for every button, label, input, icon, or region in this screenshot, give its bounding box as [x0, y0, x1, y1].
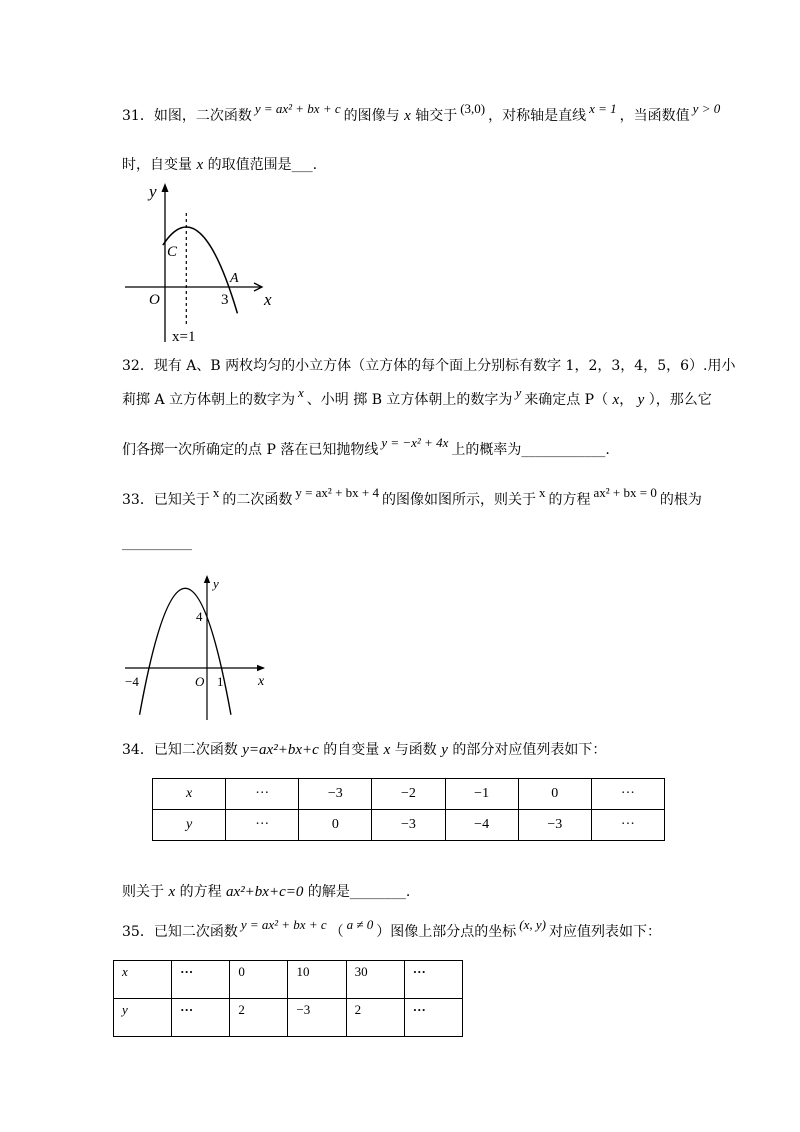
- math-expression: x: [612, 392, 620, 408]
- x-axis-arrow: [257, 665, 265, 671]
- q35-value-table: [113, 960, 463, 1037]
- table-cell: 10: [288, 961, 346, 999]
- text-run: 莉掷 A 立方体朝上的数字为: [122, 392, 296, 408]
- text-run: 的部分对应值列表如下：: [447, 742, 607, 758]
- text-run: ，对称轴是直线: [488, 108, 587, 124]
- math-expression: y = ax² + bx + c: [240, 917, 327, 932]
- math-expression: x: [212, 485, 220, 500]
- table-cell: −1: [445, 779, 518, 810]
- table-cell: ···: [172, 999, 230, 1037]
- table-cell: x: [153, 779, 226, 810]
- q31-line-1: [122, 101, 723, 127]
- math-expression: y > 0: [692, 101, 721, 116]
- text-run: ，: [619, 392, 638, 408]
- math-expression: y: [515, 385, 522, 400]
- table-row: [153, 779, 665, 810]
- math-expression: x: [196, 157, 204, 173]
- q32-line-1: [122, 355, 735, 377]
- math-expression: x: [168, 884, 176, 900]
- table-row: [114, 961, 463, 999]
- q33-line-1: [122, 485, 702, 511]
- table-cell: 0: [299, 810, 372, 841]
- text-run: 与函数: [390, 742, 442, 758]
- text-run: 对应值列表如下：: [548, 924, 661, 940]
- origin-label: O: [149, 292, 160, 308]
- text-run: 的二次函数: [222, 492, 293, 508]
- table-cell: ···: [404, 961, 462, 999]
- tick-label-x-neg4: −4: [125, 674, 139, 689]
- text-run: 的根为: [659, 492, 702, 508]
- text-run: 35．已知二次函数: [122, 924, 238, 940]
- text-run: 的取值范围是___.: [203, 157, 318, 173]
- q35-line-1: [122, 917, 661, 943]
- math-expression: y = ax² + bx + 4: [295, 485, 379, 500]
- point-a-label: A: [230, 271, 239, 286]
- table-cell: 0: [518, 779, 591, 810]
- text-run: ，当函数值: [619, 108, 690, 124]
- math-expression: x: [298, 385, 304, 400]
- y-axis-label: y: [213, 576, 219, 591]
- math-expression: y: [637, 392, 645, 408]
- table-cell: ···: [172, 961, 230, 999]
- text-run: 轴交于: [410, 108, 458, 124]
- q32-line-2: [122, 385, 712, 411]
- text-run: 的方程: [548, 492, 591, 508]
- table-cell: y: [114, 999, 172, 1037]
- tick-label-3: 3: [221, 292, 229, 308]
- table-cell: x: [114, 961, 172, 999]
- y-axis-label: y: [149, 182, 157, 201]
- math-expression: x: [539, 485, 546, 500]
- table-cell: ···: [591, 810, 664, 841]
- text-run: 32．现有 A、B 两枚均匀的小立方体（立方体的每个面上分别标有数字 1，2，3，4，5，6）.用小: [122, 358, 736, 374]
- table-cell: −4: [445, 810, 518, 841]
- table-cell: ···: [591, 779, 664, 810]
- math-expression: ax²+bx+c=0: [226, 884, 304, 900]
- table-cell: −3: [299, 779, 372, 810]
- text-run: 的解是________.: [303, 884, 411, 900]
- math-expression: y: [441, 742, 448, 758]
- table-cell: ···: [226, 779, 299, 810]
- table-cell: −2: [372, 779, 445, 810]
- table-cell: 2: [230, 999, 288, 1037]
- table-cell: 2: [346, 999, 404, 1037]
- origin-label: O: [195, 674, 205, 689]
- q33-parabola-figure: [120, 570, 280, 725]
- text-run: 的自变量: [318, 742, 384, 758]
- y-axis-arrow: [204, 575, 210, 583]
- math-expression: x: [383, 742, 391, 758]
- math-expression: x: [404, 108, 411, 124]
- text-run: __________: [122, 535, 192, 551]
- point-c-label: C: [167, 244, 178, 260]
- math-expression: a ≠ 0: [346, 917, 374, 932]
- q31-line-2: [122, 154, 317, 176]
- table-cell: −3: [288, 999, 346, 1037]
- math-expression: x = 1: [589, 101, 617, 116]
- symmetry-axis-label: x=1: [172, 329, 196, 345]
- text-run: （: [329, 924, 344, 940]
- q32-line-3: [122, 435, 610, 461]
- math-expression: ax² + bx = 0: [593, 485, 657, 500]
- x-axis-label: x: [258, 674, 265, 689]
- table-cell: −3: [518, 810, 591, 841]
- math-expression: (3,0): [460, 101, 486, 116]
- x-axis-label: x: [264, 290, 272, 309]
- table-cell: −3: [372, 810, 445, 841]
- tick-label-y-4: 4: [196, 609, 203, 624]
- text-run: ），那么它: [644, 392, 712, 408]
- table-cell: ···: [226, 810, 299, 841]
- table-row: [153, 810, 665, 841]
- text-run: 的方程: [175, 884, 227, 900]
- q31-parabola-figure: [120, 175, 280, 350]
- text-run: 时，自变量: [122, 157, 197, 173]
- q34-line-2: [122, 881, 410, 903]
- text-run: 的图像与: [343, 108, 405, 124]
- tick-label-x-1: 1: [217, 674, 224, 689]
- math-expression: y = −x² + 4x: [381, 435, 449, 450]
- parabola-curve: [140, 588, 231, 715]
- text-run: 、小明 掷 B 立方体朝上的数字为: [306, 392, 513, 408]
- text-run: ）图像上部分点的坐标: [376, 924, 517, 940]
- table-cell: y: [153, 810, 226, 841]
- y-axis-arrow: [162, 183, 169, 192]
- q34-value-table: [152, 778, 665, 841]
- text-run: 33．已知关于: [122, 492, 210, 508]
- table-cell: 30: [346, 961, 404, 999]
- q34-line-1: [122, 739, 606, 761]
- math-expression: (x, y): [519, 917, 546, 932]
- text-run: 来确定点 P（: [524, 392, 613, 408]
- text-run: 上的概率为____________.: [451, 442, 610, 458]
- q33-answer-blank: [122, 532, 192, 554]
- table-row: [114, 999, 463, 1037]
- text-run: 31．如图，二次函数: [122, 108, 252, 124]
- text-run: 则关于: [122, 884, 169, 900]
- text-run: 34．已知二次函数: [122, 742, 243, 758]
- table-cell: 0: [230, 961, 288, 999]
- text-run: 的图像如图所示，则关于: [382, 492, 536, 508]
- table-cell: ···: [404, 999, 462, 1037]
- math-expression: y = ax² + bx + c: [254, 101, 341, 116]
- math-expression: y=ax²+bx+c: [242, 742, 319, 758]
- text-run: 们各掷一次所确定的点 P 落在已知抛物线: [122, 442, 379, 458]
